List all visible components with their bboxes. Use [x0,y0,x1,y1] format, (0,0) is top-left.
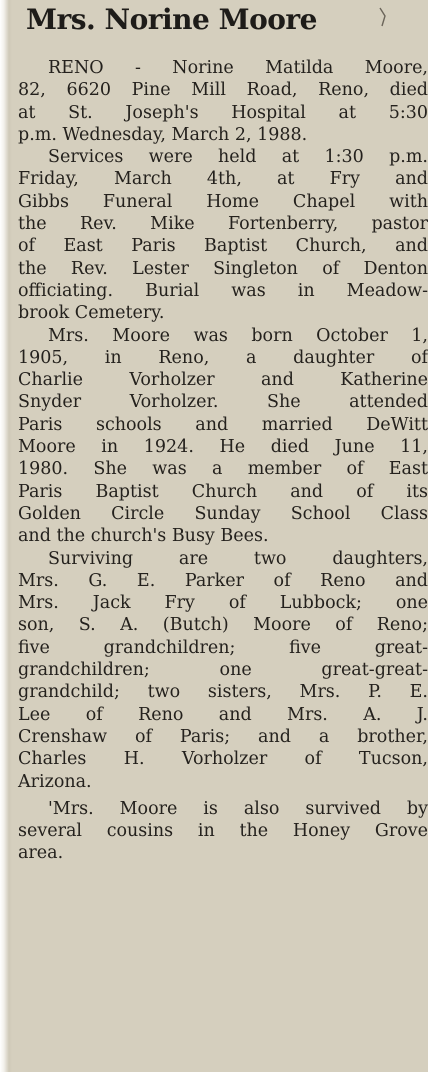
text-line: Gibbs Funeral Home Chapel with [18,191,428,212]
text-line: area. [18,843,64,864]
text-line: Crenshaw of Paris; and a brother, [18,726,428,747]
text-line: grandchild; two sisters, Mrs. P. E. [18,682,428,703]
text-line: Moore in 1924. He died June 11, [18,437,428,458]
text-line: the Rev. Mike Fortenberry, pastor [18,214,428,235]
text-line: Golden Circle Sunday School Class [18,503,428,524]
text-line: 82, 6620 Pine Mill Road, Reno, died [18,80,428,101]
text-line: five grandchildren; five great- [18,637,428,658]
obituary-headline: Mrs. Norine Moore [26,3,317,36]
text-line: son, S. A. (Butch) Moore of Reno; [18,615,428,636]
text-line: Lee of Reno and Mrs. A. J. [18,704,428,725]
text-line: 1905, in Reno, a daughter of [18,347,428,368]
text-line: brook Cemetery. [18,303,165,324]
text-line: Snyder Vorholzer. She attended [18,392,428,413]
text-line: Paris Baptist Church and of its [18,481,428,502]
text-line: grandchildren; one great-great- [18,660,428,681]
text-line: Services were held at 1:30 p.m. [48,147,428,168]
paragraph-death-notice [18,57,428,146]
paragraph-survivors [18,548,428,793]
text-line: Charlie Vorholzer and Katherine [18,370,428,391]
text-line: 'Mrs. Moore is also survived by [48,798,428,819]
paragraph-biography [18,325,428,548]
text-line: Friday, March 4th, at Fry and [18,169,428,190]
text-line: RENO - Norine Matilda Moore, [48,58,428,78]
text-line: at St. Joseph's Hospital at 5:30 [18,102,428,123]
text-line: p.m. Wednesday, March 2, 1988. [18,124,308,145]
text-line: of East Paris Baptist Church, and [18,236,428,257]
text-line: Surviving are two daughters, [48,548,428,569]
text-line: Arizona. [18,771,92,792]
paragraph-services [18,146,428,324]
text-line: Charles H. Vorholzer of Tucson, [18,749,428,770]
clipping-cut-edge [0,0,12,1072]
paragraph-cousins [18,798,428,865]
text-line: Mrs. G. E. Parker of Reno and [18,570,428,591]
obituary-body [18,57,428,865]
text-line: Mrs. Moore was born October 1, [48,325,428,346]
text-line: officiating. Burial was in Meadow- [18,280,428,301]
text-line: Paris schools and married DeWitt [18,414,428,435]
text-line: several cousins in the Honey Grove [18,821,428,842]
text-line: and the church's Busy Bees. [18,526,269,547]
text-line: 1980. She was a member of East [18,459,428,480]
text-line: Mrs. Jack Fry of Lubbock; one [18,593,428,614]
text-line: the Rev. Lester Singleton of Denton [18,258,428,279]
